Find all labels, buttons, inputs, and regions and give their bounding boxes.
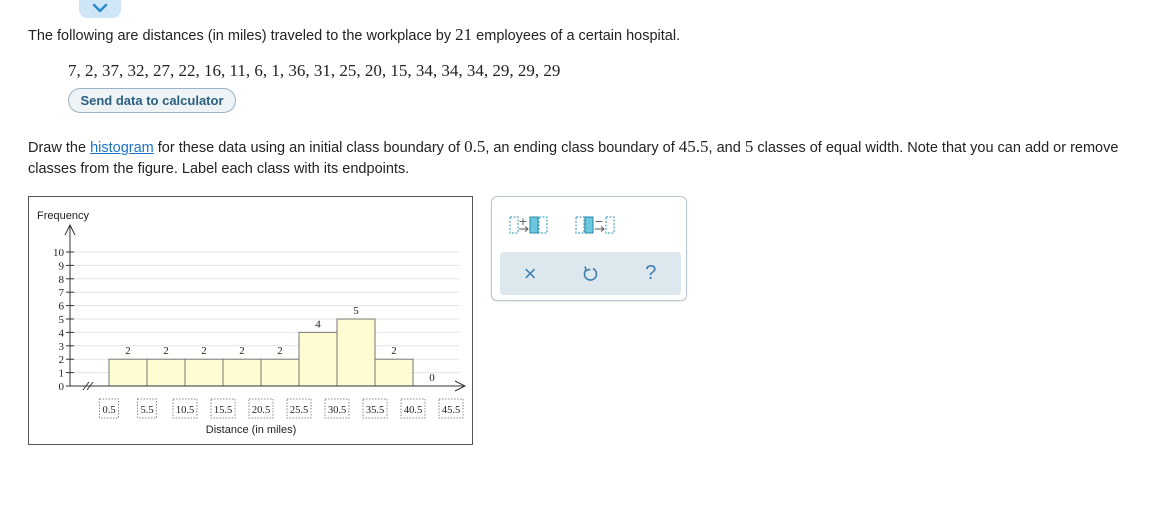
histogram-link[interactable]: histogram (90, 140, 154, 156)
remove-class-icon (574, 211, 622, 239)
bar-frequency-label: 2 (391, 345, 397, 358)
y-tick-label: 7 (58, 287, 64, 300)
add-class-icon (508, 211, 556, 239)
class-boundary-label: 10.5 (175, 405, 195, 416)
class-boundary-label: 40.5 (403, 405, 423, 416)
help-icon: ? (645, 262, 657, 284)
bar-frequency-label: 2 (163, 345, 169, 358)
action-bar (500, 252, 681, 295)
y-tick-label: 6 (58, 300, 64, 313)
bar-frequency-label: 4 (315, 318, 321, 331)
class-boundary-label: 0.5 (102, 405, 116, 416)
class-boundary-label: 25.5 (289, 405, 309, 416)
histogram-graph[interactable] (28, 196, 473, 445)
chevron-down-icon (92, 3, 108, 13)
y-tick-label: 9 (58, 260, 64, 273)
employee-count: 21 (455, 25, 473, 44)
histogram-bar[interactable] (185, 359, 223, 386)
y-axis-label: Frequency (37, 210, 89, 222)
bar-frequency-label: 2 (201, 345, 207, 358)
histogram-bar[interactable] (147, 359, 185, 386)
bar-frequency-label: 2 (239, 345, 245, 358)
histogram-bar[interactable] (337, 319, 375, 386)
graph-toolbox (491, 196, 687, 301)
y-tick-label: 4 (58, 327, 64, 340)
collapse-tab[interactable] (79, 0, 121, 18)
histogram-bar[interactable] (375, 359, 413, 386)
histogram-bar[interactable] (261, 359, 299, 386)
clear-button[interactable] (515, 259, 545, 289)
undo-button[interactable] (575, 259, 605, 289)
bar-frequency-label: 2 (125, 345, 131, 358)
y-tick-label: 10 (53, 247, 64, 259)
svg-text:−: − (594, 215, 604, 228)
class-boundary-label: 20.5 (251, 405, 271, 416)
class-boundary-label: 45.5 (441, 405, 461, 416)
y-tick-label: 2 (58, 354, 64, 367)
svg-text:+: + (518, 215, 528, 228)
remove-class-button[interactable] (574, 211, 618, 239)
histogram-bar[interactable] (109, 359, 147, 386)
undo-icon (581, 265, 599, 283)
histogram-canvas[interactable] (29, 197, 472, 444)
data-values: 7, 2, 37, 32, 27, 22, 16, 11, 6, 1, 36, 31, 25, 20, 15, 34, 34, 34, 29, 29, 29 (68, 61, 561, 80)
bar-frequency-label: 2 (277, 345, 283, 358)
close-icon: × (523, 260, 537, 286)
histogram-bar[interactable] (223, 359, 261, 386)
y-tick-label: 3 (58, 340, 64, 353)
bar-frequency-label: 5 (353, 305, 359, 317)
class-boundary-label: 15.5 (213, 405, 233, 416)
intro-text: The following are distances (in miles) traveled to the workplace by 21 employees of a certain hospital. (28, 25, 681, 44)
class-boundary-label: 35.5 (365, 405, 385, 416)
histogram-bar[interactable] (299, 332, 337, 386)
class-boundary-label: 5.5 (140, 405, 154, 416)
y-tick-label: 8 (58, 273, 64, 286)
y-tick-label: 0 (58, 381, 64, 393)
send-data-button[interactable]: Send data to calculator (68, 88, 236, 113)
x-axis-label: Distance (in miles) (205, 424, 297, 436)
bar-frequency-label: 0 (429, 372, 435, 384)
instructions-text: Draw the histogram for these data using an initial class boundary of 0.5, an ending class boundary of 45.5, and 5 classes of equal width. Note that you can add or remove classes from the figure. Label each class with its endpoints. (28, 137, 1119, 177)
help-button[interactable] (636, 259, 666, 289)
y-tick-label: 1 (58, 367, 64, 380)
y-tick-label: 5 (58, 314, 64, 326)
add-class-button[interactable] (508, 211, 552, 239)
class-boundary-label: 30.5 (327, 405, 347, 416)
